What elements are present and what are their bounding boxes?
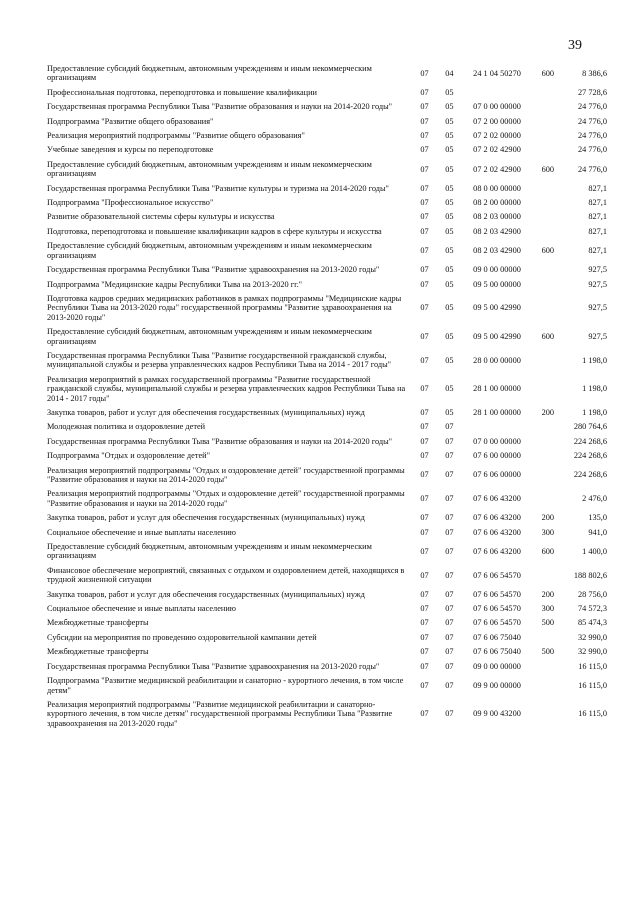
row-target-article-code: 28 1 00 00000 xyxy=(473,384,521,394)
row-name-cell: Социальное обеспечение и иные выплаты населению xyxy=(47,527,236,537)
row-target-article-code xyxy=(462,86,533,100)
row-name-cell: Государственная программа Республики Тыва "Развитие образования и науки на 2014-2020 годы" xyxy=(47,102,393,112)
row-expense-type-code: 500 xyxy=(541,647,555,657)
row-section-code: 07 xyxy=(420,513,429,523)
table-row xyxy=(47,349,607,373)
table-row xyxy=(47,62,607,86)
row-amount: 1 198,0 xyxy=(582,355,607,365)
row-subsection-code: 05 xyxy=(445,279,454,289)
row-subsection-code: 05 xyxy=(445,265,454,275)
row-amount: 24 776,0 xyxy=(577,145,607,155)
row-amount: 927,5 xyxy=(588,331,607,341)
table-row xyxy=(47,674,607,698)
row-name-cell: Подготовка, переподготовка и повышение квалификации кадров в сфере культуры и искусства xyxy=(47,226,382,236)
row-target-article-code: 09 5 00 42990 xyxy=(473,303,521,313)
row-section-code: 07 xyxy=(420,604,429,614)
row-section-code: 07 xyxy=(420,470,429,480)
row-amount: 280 764,6 xyxy=(573,422,607,432)
row-target-article-code: 24 1 04 50270 xyxy=(473,68,521,78)
row-subsection-code: 07 xyxy=(445,470,454,480)
row-expense-type-code xyxy=(532,631,563,645)
table-row xyxy=(47,325,607,349)
table-row xyxy=(47,602,607,616)
table-row xyxy=(47,660,607,674)
row-section-code: 07 xyxy=(420,183,429,193)
row-section-code: 07 xyxy=(420,116,429,126)
row-target-article-code: 07 2 02 42900 xyxy=(473,145,521,155)
row-target-article-code: 07 2 02 00000 xyxy=(473,131,521,141)
table-row xyxy=(47,420,607,434)
row-expense-type-code: 600 xyxy=(541,164,555,174)
row-amount: 827,1 xyxy=(588,245,607,255)
table-row xyxy=(47,588,607,602)
table-row xyxy=(47,196,607,210)
row-amount: 32 990,0 xyxy=(577,632,607,642)
table-row xyxy=(47,464,607,488)
table-row xyxy=(47,263,607,277)
row-target-article-code: 07 6 06 00000 xyxy=(473,470,521,480)
row-subsection-code: 05 xyxy=(445,198,454,208)
row-name-cell: Реализация мероприятий подпрограммы "Отдых и оздоровление детей" государственной программы "Развитие образования и науки на 2014-2020 годы" xyxy=(47,489,405,508)
row-section-code: 07 xyxy=(420,680,429,690)
row-name-cell: Субсидии на мероприятия по проведению оздоровительной кампании детей xyxy=(47,632,317,642)
row-amount: 827,1 xyxy=(588,226,607,236)
row-section-code: 07 xyxy=(420,355,429,365)
row-expense-type-code: 500 xyxy=(541,618,555,628)
row-amount: 927,5 xyxy=(588,303,607,313)
row-expense-type-code: 600 xyxy=(541,68,555,78)
row-target-article-code: 08 2 00 00000 xyxy=(473,198,521,208)
row-section-code: 07 xyxy=(420,131,429,141)
budget-table-body xyxy=(47,62,607,731)
row-subsection-code: 07 xyxy=(445,709,454,719)
row-name-cell: Предоставление субсидий бюджетным, автономным учреждениям и иным некоммерческим организациям xyxy=(47,159,372,179)
row-expense-type-code: 200 xyxy=(541,407,555,417)
row-section-code: 07 xyxy=(420,451,429,461)
row-expense-type-code xyxy=(532,698,563,731)
row-target-article-code: 08 2 03 42900 xyxy=(473,226,521,236)
row-section-code: 07 xyxy=(420,527,429,537)
row-target-article-code: 08 2 03 42900 xyxy=(473,245,521,255)
row-amount: 74 572,3 xyxy=(577,604,607,614)
table-row xyxy=(47,225,607,239)
row-amount: 16 115,0 xyxy=(578,680,607,690)
row-subsection-code: 05 xyxy=(445,384,454,394)
row-section-code: 07 xyxy=(420,279,429,289)
row-target-article-code: 07 6 06 43200 xyxy=(473,546,521,556)
row-amount: 941,0 xyxy=(588,527,607,537)
row-section-code: 07 xyxy=(420,709,429,719)
row-name-cell: Межбюджетные трансферты xyxy=(47,647,149,657)
row-section-code: 07 xyxy=(420,647,429,657)
row-target-article-code: 07 2 00 00000 xyxy=(473,116,521,126)
row-expense-type-code: 200 xyxy=(541,513,555,523)
row-subsection-code: 05 xyxy=(445,226,454,236)
row-amount: 2 476,0 xyxy=(582,494,607,504)
table-row xyxy=(47,100,607,114)
table-row xyxy=(47,487,607,511)
table-row xyxy=(47,540,607,564)
row-subsection-code: 04 xyxy=(445,68,454,78)
row-amount: 135,0 xyxy=(588,513,607,523)
row-target-article-code: 09 0 00 00000 xyxy=(473,265,521,275)
row-name-cell: Финансовое обеспечение мероприятий, связанных с отдыхом и оздоровлением детей, находящихся в трудной жизненной ситуации xyxy=(47,565,405,585)
row-subsection-code: 07 xyxy=(445,570,454,580)
row-expense-type-code xyxy=(532,129,563,143)
row-section-code: 07 xyxy=(420,68,429,78)
row-expense-type-code xyxy=(532,115,563,129)
row-subsection-code: 07 xyxy=(445,451,454,461)
page-number: 39 xyxy=(568,38,582,53)
row-section-code: 07 xyxy=(420,331,429,341)
row-subsection-code: 05 xyxy=(445,303,454,313)
row-amount: 927,5 xyxy=(588,279,607,289)
row-target-article-code: 08 2 03 00000 xyxy=(473,212,521,222)
row-amount: 85 474,3 xyxy=(577,618,607,628)
row-expense-type-code xyxy=(532,210,563,224)
row-target-article-code: 09 5 00 42990 xyxy=(473,331,521,341)
row-subsection-code: 07 xyxy=(445,546,454,556)
row-expense-type-code xyxy=(532,373,563,406)
row-name-cell: Государственная программа Республики Тыва "Развитие государственной гражданской службы, муниципальной службы и резерва управленческих кадров Республики Тыва на 2014 - 2017 годы" xyxy=(47,350,392,370)
row-section-code: 07 xyxy=(420,226,429,236)
row-subsection-code: 07 xyxy=(445,527,454,537)
table-row xyxy=(47,373,607,406)
row-expense-type-code: 600 xyxy=(541,546,555,556)
row-subsection-code: 07 xyxy=(445,680,454,690)
row-subsection-code: 07 xyxy=(445,604,454,614)
row-name-cell: Профессиональная подготовка, переподготовка и повышение квалификации xyxy=(47,87,317,97)
row-section-code: 07 xyxy=(420,102,429,112)
row-target-article-code: 09 9 00 00000 xyxy=(473,680,521,690)
row-name-cell: Подготовка кадров средних медицинских работников в рамках подпрограммы "Медицинские кадры Республики Тыва на 2013-2020 годы" государственной программы "Развитие здравоохранения на 2013-2020 годы" xyxy=(47,293,402,322)
row-amount: 827,1 xyxy=(588,212,607,222)
row-name-cell: Предоставление субсидий бюджетным, автономным учреждениям и иным некоммерческим организациям xyxy=(47,64,372,83)
row-section-code: 07 xyxy=(420,494,429,504)
row-subsection-code: 07 xyxy=(445,661,454,671)
row-name-cell: Реализация мероприятий подпрограммы "Развитие медицинской реабилитации и санаторно-курортного лечения, в том числе детям" государственной программы Республики Тыва "Развитие здравоохранения на 2013-2020 годы" xyxy=(47,699,393,728)
row-subsection-code: 07 xyxy=(445,632,454,642)
row-subsection-code: 07 xyxy=(445,513,454,523)
row-section-code: 07 xyxy=(420,87,429,97)
row-target-article-code: 07 2 02 42900 xyxy=(473,164,521,174)
row-target-article-code: 07 6 00 00000 xyxy=(473,451,521,461)
row-expense-type-code xyxy=(532,292,563,325)
table-row xyxy=(47,86,607,100)
row-name-cell: Межбюджетные трансферты xyxy=(47,618,149,628)
row-amount: 24 776,0 xyxy=(577,131,607,141)
row-expense-type-code: 300 xyxy=(541,527,555,537)
row-amount: 827,1 xyxy=(588,198,607,208)
table-row xyxy=(47,645,607,659)
table-row xyxy=(47,210,607,224)
row-name-cell: Государственная программа Республики Тыва "Развитие здравоохранения на 2013-2020 годы" xyxy=(47,661,380,671)
row-amount: 24 776,0 xyxy=(577,164,607,174)
row-section-code: 07 xyxy=(420,245,429,255)
row-expense-type-code xyxy=(532,278,563,292)
row-section-code: 07 xyxy=(420,198,429,208)
table-row xyxy=(47,278,607,292)
row-expense-type-code xyxy=(532,487,563,511)
row-name-cell: Развитие образовательной системы сферы культуры и искусства xyxy=(47,212,275,222)
row-section-code: 07 xyxy=(420,384,429,394)
table-row xyxy=(47,182,607,196)
row-amount: 8 386,6 xyxy=(582,68,607,78)
row-expense-type-code xyxy=(532,225,563,239)
row-subsection-code: 05 xyxy=(445,212,454,222)
row-section-code: 07 xyxy=(420,546,429,556)
row-amount: 16 115,0 xyxy=(578,661,607,671)
row-expense-type-code xyxy=(532,263,563,277)
row-expense-type-code xyxy=(532,660,563,674)
row-name-cell: Предоставление субсидий бюджетным, автономным учреждениям и иным некоммерческим организациям xyxy=(47,241,372,260)
row-name-cell: Социальное обеспечение и иные выплаты населению xyxy=(47,604,236,614)
row-target-article-code: 07 6 06 75040 xyxy=(473,647,521,657)
row-target-article-code: 07 6 06 43200 xyxy=(473,494,521,504)
row-expense-type-code xyxy=(532,564,563,588)
row-expense-type-code xyxy=(532,182,563,196)
row-target-article-code: 07 6 06 75040 xyxy=(473,632,521,642)
row-section-code: 07 xyxy=(420,589,429,599)
row-amount: 1 198,0 xyxy=(582,384,607,394)
row-subsection-code: 05 xyxy=(445,355,454,365)
row-target-article-code: 08 0 00 00000 xyxy=(473,183,521,193)
row-target-article-code: 07 0 00 00000 xyxy=(473,102,521,112)
row-target-article-code: 09 9 00 43200 xyxy=(473,709,521,719)
row-subsection-code: 07 xyxy=(445,618,454,628)
row-amount: 1 400,0 xyxy=(582,546,607,556)
row-subsection-code: 07 xyxy=(445,436,454,446)
row-name-cell: Закупка товаров, работ и услуг для обеспечения государственных (муниципальных) нужд xyxy=(47,513,365,523)
table-row xyxy=(47,564,607,588)
row-subsection-code: 05 xyxy=(445,183,454,193)
budget-table xyxy=(47,62,607,731)
row-target-article-code: 09 5 00 00000 xyxy=(473,279,521,289)
row-target-article-code: 07 6 06 54570 xyxy=(473,618,521,628)
row-section-code: 07 xyxy=(420,145,429,155)
row-expense-type-code xyxy=(532,143,563,157)
row-name-cell: Реализация мероприятий подпрограммы "Отдых и оздоровление детей" государственной программы "Развитие образования и науки на 2014-2020 годы" xyxy=(47,465,405,484)
row-amount: 1 198,0 xyxy=(582,407,607,417)
row-subsection-code: 05 xyxy=(445,245,454,255)
row-target-article-code: 07 6 06 54570 xyxy=(473,604,521,614)
table-row xyxy=(47,115,607,129)
row-section-code: 07 xyxy=(420,407,429,417)
row-section-code: 07 xyxy=(420,632,429,642)
table-row xyxy=(47,239,607,263)
row-name-cell: Подпрограмма "Развитие медицинской реабилитации и санаторно - курортного лечения, в том числе детям" xyxy=(47,676,404,695)
row-expense-type-code xyxy=(532,464,563,488)
table-row xyxy=(47,698,607,731)
row-expense-type-code: 200 xyxy=(541,589,555,599)
row-amount: 224 268,6 xyxy=(573,470,607,480)
row-name-cell: Закупка товаров, работ и услуг для обеспечения государственных (муниципальных) нужд xyxy=(47,407,365,417)
row-target-article-code: 28 0 00 00000 xyxy=(473,355,521,365)
row-name-cell: Подпрограмма "Отдых и оздоровление детей" xyxy=(47,451,210,461)
table-row xyxy=(47,292,607,325)
row-amount: 224 268,6 xyxy=(573,436,607,446)
table-row xyxy=(47,526,607,540)
row-subsection-code: 05 xyxy=(445,102,454,112)
row-amount: 224 268,6 xyxy=(573,451,607,461)
row-expense-type-code: 600 xyxy=(541,331,555,341)
row-section-code: 07 xyxy=(420,618,429,628)
row-subsection-code: 07 xyxy=(445,589,454,599)
row-name-cell: Подпрограмма "Развитие общего образования" xyxy=(47,116,214,126)
row-name-cell: Учебные заведения и курсы по переподготовке xyxy=(47,145,214,155)
row-target-article-code: 07 6 06 43200 xyxy=(473,527,521,537)
row-section-code: 07 xyxy=(420,212,429,222)
table-row xyxy=(47,143,607,157)
row-subsection-code: 05 xyxy=(445,131,454,141)
row-subsection-code: 05 xyxy=(445,331,454,341)
table-row xyxy=(47,406,607,420)
row-name-cell: Реализация мероприятий подпрограммы "Развитие общего образования" xyxy=(47,131,305,141)
row-subsection-code: 07 xyxy=(445,422,454,432)
table-row xyxy=(47,158,607,182)
row-subsection-code: 05 xyxy=(445,145,454,155)
row-name-cell: Молодежная политика и оздоровление детей xyxy=(47,422,206,432)
row-name-cell: Закупка товаров, работ и услуг для обеспечения государственных (муниципальных) нужд xyxy=(47,589,365,599)
row-expense-type-code xyxy=(532,349,563,373)
row-section-code: 07 xyxy=(420,422,429,432)
row-target-article-code: 09 0 00 00000 xyxy=(473,661,521,671)
row-section-code: 07 xyxy=(420,303,429,313)
table-row xyxy=(47,435,607,449)
row-section-code: 07 xyxy=(420,570,429,580)
row-amount: 827,1 xyxy=(588,183,607,193)
row-section-code: 07 xyxy=(420,661,429,671)
row-expense-type-code xyxy=(532,86,563,100)
row-amount: 32 990,0 xyxy=(577,647,607,657)
row-section-code: 07 xyxy=(420,164,429,174)
row-amount: 27 728,6 xyxy=(577,87,607,97)
row-name-cell: Реализация мероприятий в рамках государственной программы "Развитие государственной гражданской службы, муниципальной службы и резерва управленческих кадров Республики Тыва на 2014 - 2017 годы" xyxy=(47,374,406,403)
table-row xyxy=(47,511,607,525)
row-target-article-code: 07 6 06 54570 xyxy=(473,570,521,580)
row-expense-type-code: 600 xyxy=(541,245,555,255)
row-expense-type-code xyxy=(532,435,563,449)
row-target-article-code xyxy=(462,420,533,434)
row-name-cell: Государственная программа Республики Тыва "Развитие здравоохранения на 2013-2020 годы" xyxy=(47,265,380,275)
row-target-article-code: 07 0 00 00000 xyxy=(473,436,521,446)
table-row xyxy=(47,129,607,143)
row-amount: 16 115,0 xyxy=(578,709,607,719)
table-row xyxy=(47,631,607,645)
row-subsection-code: 07 xyxy=(445,647,454,657)
row-subsection-code: 05 xyxy=(445,407,454,417)
row-subsection-code: 07 xyxy=(445,494,454,504)
row-name-cell: Государственная программа Республики Тыва "Развитие образования и науки на 2014-2020 годы" xyxy=(47,436,393,446)
row-target-article-code: 07 6 06 54570 xyxy=(473,589,521,599)
row-name-cell: Предоставление субсидий бюджетным, автономным учреждениям и иным некоммерческим организациям xyxy=(47,542,372,561)
row-subsection-code: 05 xyxy=(445,164,454,174)
row-expense-type-code xyxy=(532,449,563,463)
row-expense-type-code xyxy=(532,420,563,434)
row-name-cell: Государственная программа Республики Тыва "Развитие культуры и туризма на 2014-2020 годы" xyxy=(47,183,389,193)
row-name-cell: Предоставление субсидий бюджетным, автономным учреждениям и иным некоммерческим организациям xyxy=(47,327,372,346)
row-amount: 188 802,6 xyxy=(573,570,607,580)
row-section-code: 07 xyxy=(420,265,429,275)
row-expense-type-code xyxy=(532,674,563,698)
row-amount: 24 776,0 xyxy=(577,102,607,112)
table-row xyxy=(47,616,607,630)
row-amount: 927,5 xyxy=(588,265,607,275)
row-name-cell: Подпрограмма "Медицинские кадры Республики Тыва на 2013-2020 гг." xyxy=(47,279,303,289)
row-target-article-code: 07 6 06 43200 xyxy=(473,513,521,523)
row-expense-type-code xyxy=(532,100,563,114)
row-amount: 24 776,0 xyxy=(577,116,607,126)
row-subsection-code: 05 xyxy=(445,87,454,97)
row-target-article-code: 28 1 00 00000 xyxy=(473,407,521,417)
table-row xyxy=(47,449,607,463)
row-expense-type-code: 300 xyxy=(541,604,555,614)
row-section-code: 07 xyxy=(420,436,429,446)
row-name-cell: Подпрограмма "Профессиональное искусство" xyxy=(47,198,214,208)
row-expense-type-code xyxy=(532,196,563,210)
row-subsection-code: 05 xyxy=(445,116,454,126)
row-amount: 28 756,0 xyxy=(577,589,607,599)
